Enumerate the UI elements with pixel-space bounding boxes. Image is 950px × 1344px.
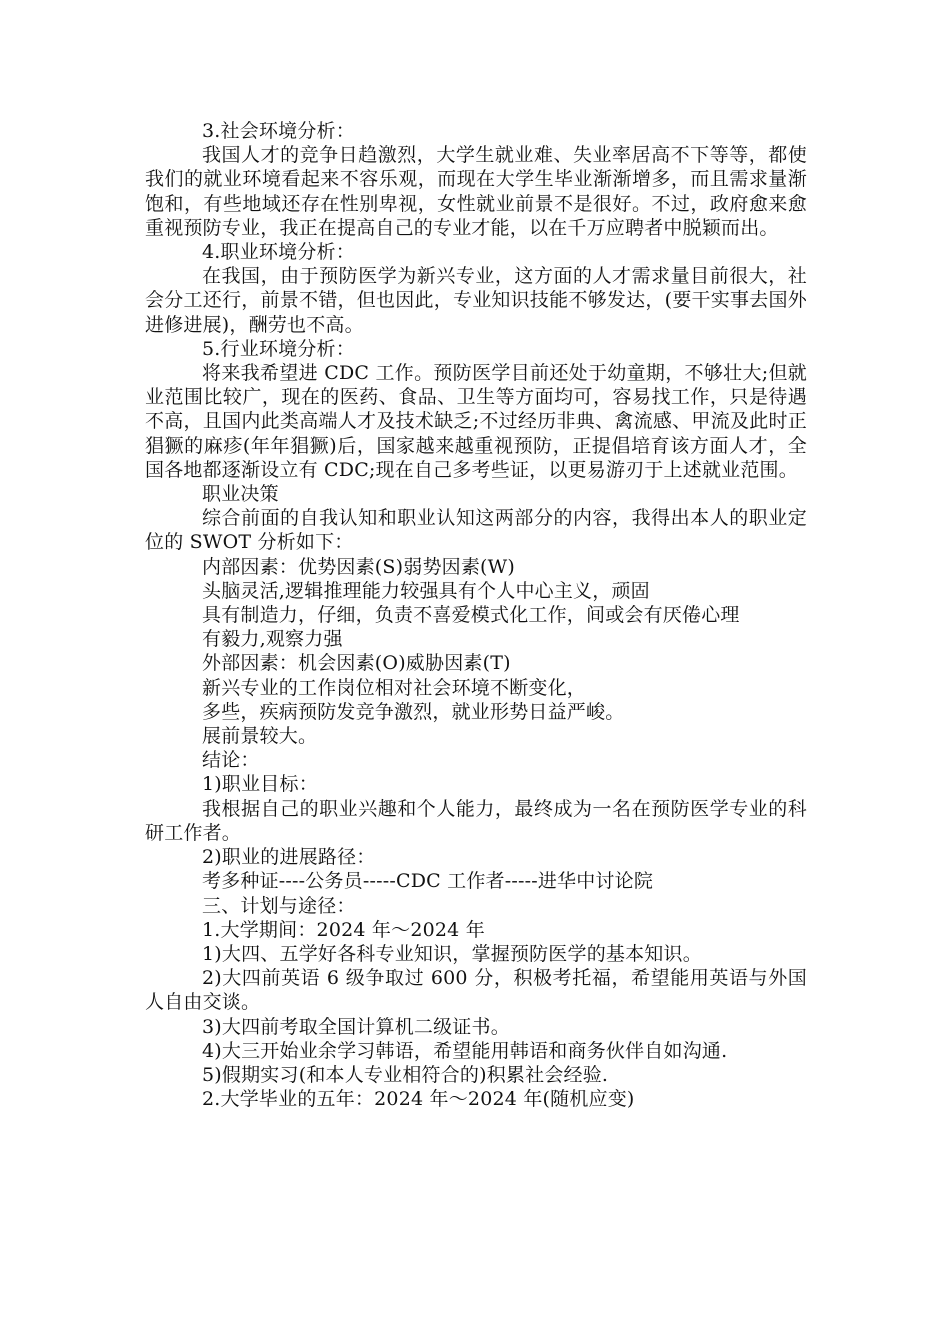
- paragraph: 1)大四、五学好各科专业知识，掌握预防医学的基本知识。: [202, 942, 702, 965]
- paragraph: 4)大三开始业余学习韩语，希望能用韩语和商务伙伴自如沟通.: [202, 1039, 728, 1062]
- paragraph: 多些，疾病预防发竞争激烈，就业形势日益严峻。: [202, 700, 625, 723]
- document-body: [145, 119, 807, 1111]
- paragraph: 2)职业的进展路径：: [202, 846, 376, 869]
- paragraph: 2.大学毕业的五年：2024 年～2024 年(随机应变): [202, 1088, 635, 1111]
- paragraph: 1)职业目标：: [202, 773, 318, 796]
- paragraph: 三、计划与途径：: [202, 894, 356, 917]
- paragraph: 有毅力,观察力强: [202, 628, 343, 651]
- paragraph: 5.行业环境分析：: [202, 337, 355, 360]
- paragraph: 展前景较大。: [202, 725, 318, 748]
- paragraph: 具有制造力，仔细，负责不喜爱模式化工作，间或会有厌倦心理: [202, 604, 740, 627]
- paragraph: 外部因素：机会因素(O)威胁因素(T): [202, 652, 511, 675]
- paragraph: 综合前面的自我认知和职业认知这两部分的内容，我得出本人的职业定位的 SWOT 分析如下：: [145, 507, 807, 554]
- paragraph: 我国人才的竞争日趋激烈，大学生就业难、失业率居高不下等等，都使我们的就业环境看起来不容乐观，而现在大学生毕业渐渐增多，而且需求量渐饱和，有些地域还存在性别卑视，女性就业前景不是很好。不过，政府愈来愈重视预防专业，我正在提高自己的专业才能，以在千万应聘者中脱颖而出。: [145, 144, 807, 239]
- paragraph: 考多种证----公务员-----CDC 工作者-----进华中讨论院: [202, 870, 654, 893]
- paragraph: 头脑灵活,逻辑推理能力较强具有个人中心主义，顽固: [202, 579, 650, 602]
- paragraph: 我根据自己的职业兴趣和个人能力，最终成为一名在预防医学专业的科研工作者。: [145, 797, 807, 844]
- paragraph: 在我国，由于预防医学为新兴专业，这方面的人才需求量目前很大，社会分工还行，前景不错，但也因此，专业知识技能不够发达，(要干实事去国外进修进展)，酬劳也不高。: [145, 265, 807, 336]
- paragraph: 将来我希望进 CDC 工作。预防医学目前还处于幼童期，不够壮大;但就业范围比较广，现在的医药、食品、卫生等方面均可，容易找工作，只是待遇不高，且国内此类高端人才及技术缺乏;不过经历非典、禽流感、甲流及此时正猖獗的麻疹(年年猖獗)后，国家越来越重视预防，正提倡培育该方面人才，全国各地都逐渐设立有 CDC;现在自己多考些证，以更易游刃于上述就业范围。: [145, 362, 807, 481]
- paragraph: 3)大四前考取全国计算机二级证书。: [202, 1015, 510, 1038]
- paragraph: 内部因素：优势因素(S)弱势因素(W): [202, 555, 515, 578]
- paragraph: 2)大四前英语 6 级争取过 600 分，积极考托福，希望能用英语与外国人自由交谈。: [145, 967, 807, 1014]
- paragraph: 3.社会环境分析：: [202, 120, 355, 142]
- paragraph: 新兴专业的工作岗位相对社会环境不断变化，: [202, 676, 587, 699]
- paragraph: 4.职业环境分析：: [202, 241, 355, 264]
- paragraph: 1.大学期间：2024 年～2024 年: [202, 918, 485, 941]
- paragraph: 结论：: [202, 749, 260, 772]
- paragraph: 职业决策: [202, 483, 279, 506]
- paragraph: 5)假期实习(和本人专业相符合的)积累社会经验.: [202, 1063, 609, 1086]
